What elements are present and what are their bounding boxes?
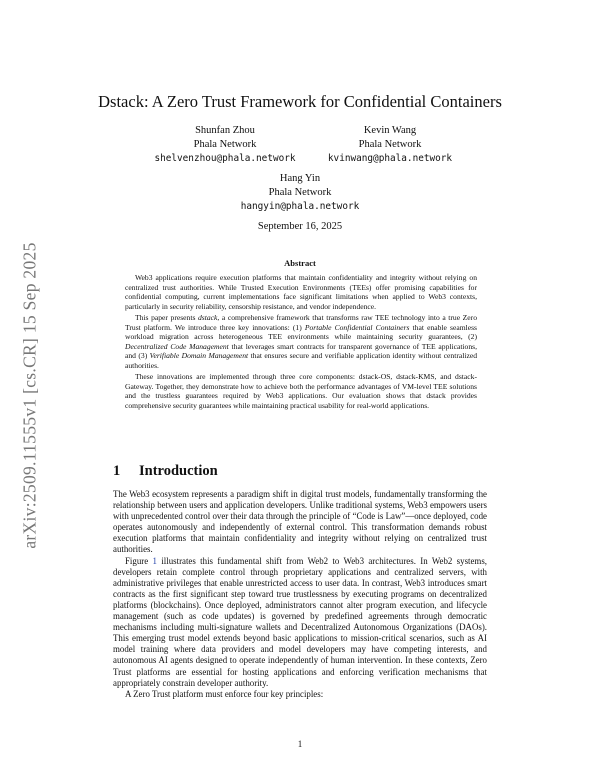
- body-text-span: Figure: [125, 555, 153, 566]
- author-block: [310, 124, 470, 166]
- body-paragraph: A Zero Trust platform must enforce four key principles:: [125, 688, 324, 699]
- abstract-text: , a comprehensive framework that transforms raw TEE technology into a true Zero Trust platform. We introduce three key innovations: (1): [125, 313, 478, 332]
- section-number: 1: [113, 463, 121, 479]
- paper-title: Dstack: A Zero Trust Framework for Confidential Containers: [98, 92, 502, 111]
- author-email[interactable]: hangyin@phala.network: [240, 201, 360, 212]
- abstract-emphasis: Portable Confidential Containers: [304, 322, 410, 332]
- author-name: Hang Yin: [279, 173, 321, 184]
- abstract-emphasis: Verifiable Domain Management: [149, 351, 249, 360]
- author-affiliation: Phala Network: [268, 187, 332, 198]
- figure-reference-link[interactable]: 1: [152, 555, 157, 566]
- body-text: [113, 489, 487, 700]
- arxiv-identifier[interactable]: arXiv:2509.11555v1 [cs.CR] 15 Sep 2025: [19, 242, 40, 549]
- abstract-emphasis: dstack: [198, 313, 218, 322]
- abstract-paragraph: Web3 applications require execution platforms that maintain confidentiality and integrity without relying on centralized trust authorities. While Trusted Execution Environments (TEEs) offer promising capabilities for confidential computing, current implementations face significant limitations when applied to Web3 contexts, particularly in security reliability, censorship resistance, and vendor independence.: [125, 273, 477, 311]
- body-paragraph: The Web3 ecosystem represents a paradigm shift in digital trust models, fundamentally transforming the relationship between users and application developers. Unlike traditional systems, Web3 empowers users with unprecedented control over their data through the principle of “Code is Law”—once deployed, code operates autonomously and independently of external control. This transformation demands robust execution platforms that maintain confidentiality and integrity without relying on centralized trust authorities.: [113, 489, 487, 555]
- section-heading: [113, 463, 218, 480]
- publication-date: September 16, 2025: [257, 221, 343, 232]
- author-block: [205, 172, 395, 214]
- abstract-text: that ensures secure and verifiable application identity without centralized authorities.: [125, 351, 477, 370]
- body-text-span: illustrates this fundamental shift from Web2 to Web3 architectures. In Web2 systems, developers retain complete control through proprietary applications and centralized servers, with administrative privileges that enable unrestricted access to user data. In contrast, Web3 introduces smart contracts as the first significant step toward true trustlessness by executing programs on decentralized platforms (blockchains). Once deployed, administrators cannot alter program execution, and lifecycle management (such as code updates) is governed by predefined agreements through democratic mechanisms including multi-signature wallets and Decentralized Autonomous Organizations (DAOs). This emerging trust model extends beyond basic applications to mission-critical scenarios, such as AI model training where data providers and model developers may have competing interests, and autonomous AI agents designed to operate independently of human intervention. In these contexts, Zero Trust platforms are essential for hosting applications and enforcing verification mechanisms that appropriately constrain developer authority.: [113, 555, 487, 688]
- abstract-text: that enable seamless workload migration across heterogeneous TEE environments while maintaining security guarantees, (2): [125, 322, 478, 341]
- abstract-text: This paper presents: [135, 313, 198, 322]
- author-block: [130, 124, 320, 166]
- abstract-heading: Abstract: [284, 258, 316, 268]
- arxiv-sidebar: [0, 215, 60, 585]
- author-affiliation: Phala Network: [193, 139, 257, 150]
- author-name: Kevin Wang: [363, 125, 417, 136]
- author-affiliation: Phala Network: [358, 139, 422, 150]
- section-title: Introduction: [139, 463, 218, 479]
- abstract-body: [125, 273, 477, 412]
- abstract-paragraph: [125, 313, 477, 370]
- abstract-emphasis: Decentralized Code Management: [125, 341, 229, 351]
- body-paragraph: [113, 556, 487, 689]
- page-number: 1: [297, 739, 303, 749]
- abstract-text: that leverages smart contracts for transparent governance of TEE applications, and (3): [125, 341, 477, 360]
- author-email[interactable]: kvinwang@phala.network: [327, 153, 453, 164]
- author-email[interactable]: shelvenzhou@phala.network: [154, 153, 296, 164]
- author-name: Shunfan Zhou: [195, 125, 255, 136]
- abstract-paragraph: These innovations are implemented through three core components: dstack-OS, dstack-KMS, and dstack-Gateway. Together, they demonstrate how to achieve both the performance advantages of VM-level TEE solutions and the trustless guarantees required by Web3 applications. Our evaluation shows that dstack provides comprehensive security guarantees while maintaining practical usability for real-world applications.: [125, 372, 477, 410]
